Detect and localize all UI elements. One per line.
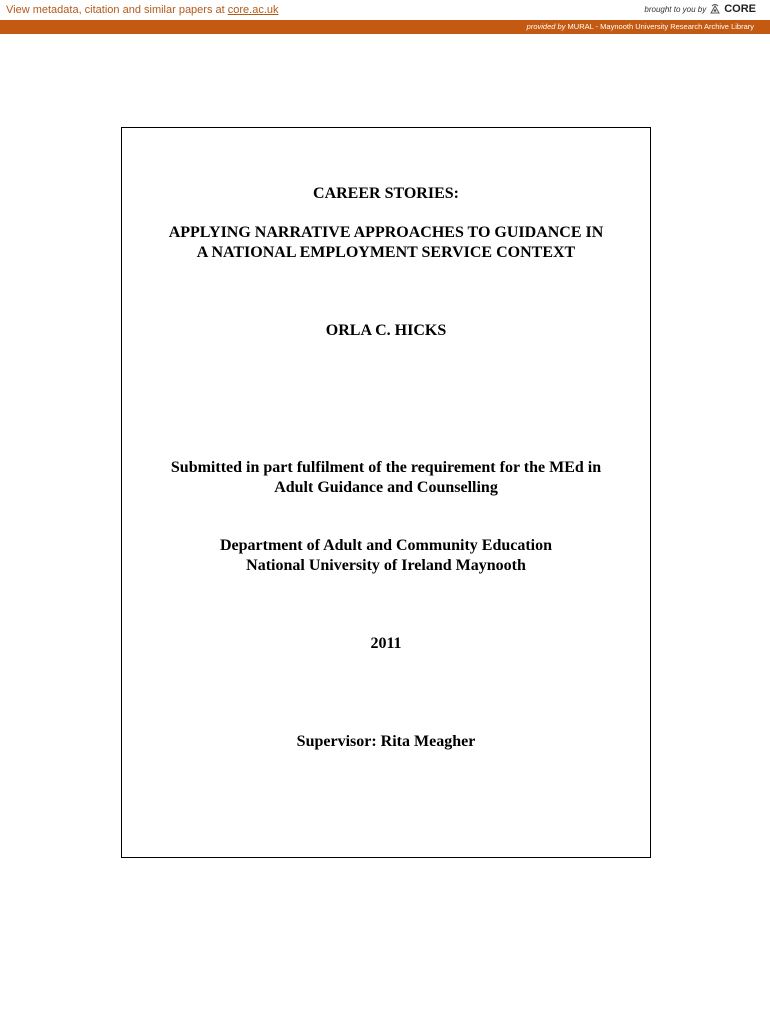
brought-to-you-text: brought to you by	[644, 4, 707, 14]
thesis-subtitle-line2: A NATIONAL EMPLOYMENT SERVICE CONTEXT	[196, 244, 576, 261]
submission-line2: Adult Guidance and Counselling	[274, 479, 498, 496]
thesis-subtitle-line1: APPLYING NARRATIVE APPROACHES TO GUIDANCE IN	[168, 224, 604, 241]
submission-line1: Submitted in part fulfilment of the requirement for the MEd in	[170, 459, 602, 476]
department-line1: Department of Adult and Community Education	[219, 537, 553, 554]
supervisor: Supervisor: Rita Meagher	[296, 733, 476, 750]
provided-by-source: MURAL - Maynooth University Research Archive Library	[565, 22, 754, 31]
core-ac-uk-link[interactable]: core.ac.uk	[227, 4, 279, 16]
brought-to-you-by[interactable]	[644, 3, 756, 15]
year: 2011	[370, 635, 402, 652]
provided-by-prefix: provided by	[526, 22, 566, 31]
provided-by-text[interactable]	[527, 22, 754, 31]
provided-by-bar	[0, 20, 770, 34]
thesis-title: CAREER STORIES:	[313, 185, 459, 202]
core-brand-label: CORE	[724, 3, 756, 15]
author-name: ORLA C. HICKS	[325, 322, 447, 339]
metadata-prefix: View metadata, citation and similar papers at	[6, 4, 228, 16]
core-logo-icon	[709, 3, 721, 15]
university-line: National University of Ireland Maynooth	[246, 557, 526, 574]
metadata-link-text	[6, 4, 279, 16]
core-banner	[0, 0, 770, 20]
title-page-frame	[121, 127, 651, 858]
